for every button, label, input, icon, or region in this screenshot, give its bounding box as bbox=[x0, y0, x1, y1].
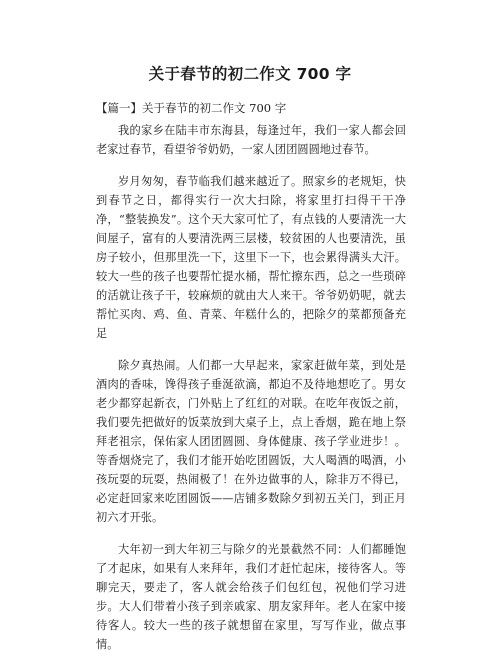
page-title: 关于春节的初二作文 700 字 bbox=[148, 65, 352, 83]
section-heading: 【篇一】关于春节的初二作文 700 字 bbox=[96, 101, 287, 115]
paragraph-1: 我的家乡在陆丰市东海县，每逢过年，我们一家人都会回老家过春节，看望爷爷奶奶，一家人团团圆圆地过春节。 bbox=[96, 124, 406, 156]
paragraph-2: 岁月匆匆，春节临我们越来越近了。照家乡的老规矩，快到春节之日，都得实行一次大扫除，将家里打扫得干干净净，“整装换发”。这个天大家可忙了，有点钱的人要清洗一大间屋子，富有的人要清洗两三层楼，较贫困的人也要清洗，虽房子较小，但那里洗一下，这里下一下，也会累得满头大汗。较大一些的孩子也要帮忙提水桶，帮忙擦东西，总之一些琐碎的活就让孩子干，较麻烦的就由大人来干。爷爷奶奶呢，就去帮忙买肉、鸡、鱼、青菜、年糕什么的，把除夕的菜都预备充足 bbox=[96, 175, 406, 340]
article-body bbox=[96, 121, 406, 667]
paragraph-4: 大年初一到大年初三与除夕的光景截然不同：人们都睡饱了才起床，如果有人来拜年，我们才赶忙起床，接待客人。等聊完天，要走了，客人就会给孩子们包红包，祝他们学习进步。大人们带着小孩子到亲戚家、朋友家拜年。老人在家中接待客人。较大一些的孩子就想留在家里，写写作业，做点事情。 bbox=[96, 543, 406, 651]
paragraph-3: 除夕真热闹。人们都一大早起来，家家赶做年菜，到处是酒肉的香味，馋得孩子垂涎欲滴，都迫不及待地想吃了。男女老少都穿起新衣，门外贴上了红红的对联。在吃年夜饭之前，我们要先把做好的饭菜放到大桌子上，点上香烟，跪在地上祭拜老祖宗，保佑家人团团圆圆、身体健康、孩子学业进步！。等香烟烧完了，我们才能开始吃团圆饭，大人喝酒的喝酒，小孩玩耍的玩耍，热闹极了！在外边做事的人，除非万不得已，必定赶回家来吃团圆饭——店铺多数除夕到初五关门，到正月初六才开张。 bbox=[96, 359, 406, 524]
